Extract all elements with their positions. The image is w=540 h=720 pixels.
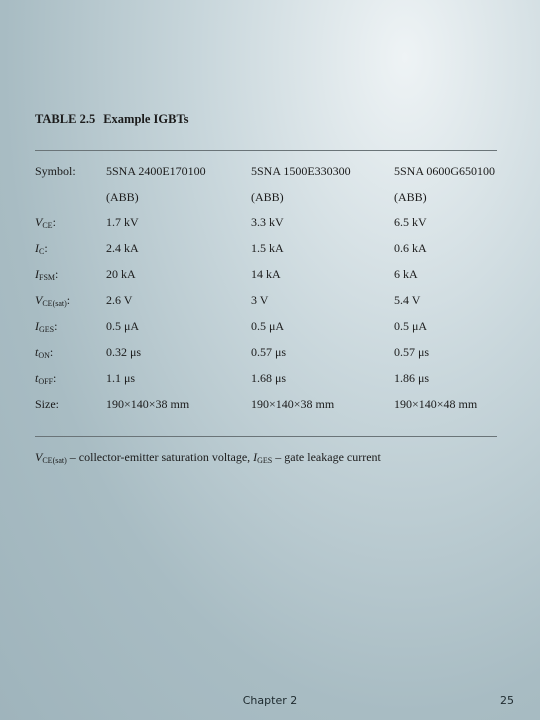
row-colon: : <box>53 371 57 385</box>
table-cell: 1.1 μs <box>106 371 136 385</box>
table-cell: 1.7 kV <box>106 215 139 229</box>
table-cell: 190×140×38 mm <box>251 397 335 411</box>
table-row <box>0 164 540 182</box>
table-title <box>35 112 189 127</box>
table-cell: 2.6 V <box>106 293 133 307</box>
row-symbol: V <box>35 215 43 229</box>
footnote-subscript-vce: CE(sat) <box>42 456 67 465</box>
table-cell: 190×140×38 mm <box>106 397 190 411</box>
row-colon: : <box>66 293 71 307</box>
table-cell: 5SNA 2400E170100 <box>106 164 206 178</box>
row-label <box>35 267 58 282</box>
row-label: Symbol: <box>35 164 76 178</box>
table-cell: 5SNA 0600G650100 <box>394 164 496 178</box>
table-cell: 2.4 kA <box>106 241 139 255</box>
footer-chapter-label: Chapter 2 <box>242 694 298 707</box>
table-cell: (ABB) <box>394 190 427 204</box>
table-cell: 3.3 kV <box>251 215 284 229</box>
table-cell: 1.86 μs <box>394 371 430 385</box>
footnote-symbol-iges: I <box>253 450 258 464</box>
table-cell: 0.57 μs <box>251 345 287 359</box>
table-row <box>0 267 540 285</box>
table-cell: 20 kA <box>106 267 136 281</box>
table-cell: 190×140×48 mm <box>394 397 478 411</box>
row-symbol: t <box>35 371 39 385</box>
table-cell: 0.57 μs <box>394 345 430 359</box>
table-cell: 0.5 μA <box>251 319 285 333</box>
table-cell: (ABB) <box>251 190 284 204</box>
row-symbol-subscript: FSM <box>39 273 56 282</box>
table-cell: 0.32 μs <box>106 345 142 359</box>
table-row <box>0 215 540 233</box>
table-caption: Example IGBTs <box>103 112 189 126</box>
footnote-text-1: – collector-emitter saturation voltage, <box>66 450 254 464</box>
row-label <box>35 215 56 230</box>
row-symbol-subscript: GES <box>39 325 55 334</box>
row-colon: : <box>52 215 56 229</box>
row-colon: : <box>44 241 48 255</box>
table-row <box>0 293 540 311</box>
row-colon: : <box>55 267 59 281</box>
row-colon: : <box>54 319 58 333</box>
row-label <box>35 293 70 308</box>
row-label <box>35 345 53 360</box>
row-label <box>35 319 57 334</box>
table-cell: 5.4 V <box>394 293 421 307</box>
row-symbol: I <box>35 319 39 333</box>
row-colon: : <box>49 345 54 359</box>
table-cell: 3 V <box>251 293 269 307</box>
row-symbol-subscript: ON <box>38 351 50 360</box>
row-symbol-subscript: OFF <box>38 377 54 386</box>
table-cell: 0.6 kA <box>394 241 427 255</box>
table-footnote <box>35 450 381 465</box>
table-cell: 0.5 μA <box>394 319 428 333</box>
footnote-symbol-vce: V <box>35 450 43 464</box>
row-label <box>35 371 56 386</box>
row-symbol-subscript: C <box>39 247 45 256</box>
table-number: TABLE 2.5 <box>35 112 96 126</box>
row-symbol: V <box>35 293 43 307</box>
table-cell: 6.5 kV <box>394 215 427 229</box>
table-bottom-rule <box>35 436 497 437</box>
table-row <box>0 190 540 208</box>
row-label: Size: <box>35 397 59 411</box>
table-top-rule <box>35 150 497 151</box>
table-cell: 1.5 kA <box>251 241 284 255</box>
row-symbol-subscript: CE(sat) <box>42 299 67 308</box>
row-symbol: t <box>35 345 39 359</box>
footnote-text-2: – gate leakage current <box>272 450 381 464</box>
table-cell: (ABB) <box>106 190 139 204</box>
table-cell: 1.68 μs <box>251 371 287 385</box>
table-row <box>0 241 540 259</box>
table-row <box>0 345 540 363</box>
row-symbol: I <box>35 241 39 255</box>
table-cell: 14 kA <box>251 267 281 281</box>
table-cell: 5SNA 1500E330300 <box>251 164 351 178</box>
row-symbol: I <box>35 267 39 281</box>
table-row <box>0 319 540 337</box>
table-row <box>0 397 540 415</box>
table-cell: 0.5 μA <box>106 319 140 333</box>
row-label <box>35 241 48 256</box>
row-symbol-subscript: CE <box>42 221 53 230</box>
table-row <box>0 371 540 389</box>
table-cell: 6 kA <box>394 267 418 281</box>
footnote-subscript-iges: GES <box>257 456 273 465</box>
footer-page-number: 25 <box>500 694 514 707</box>
